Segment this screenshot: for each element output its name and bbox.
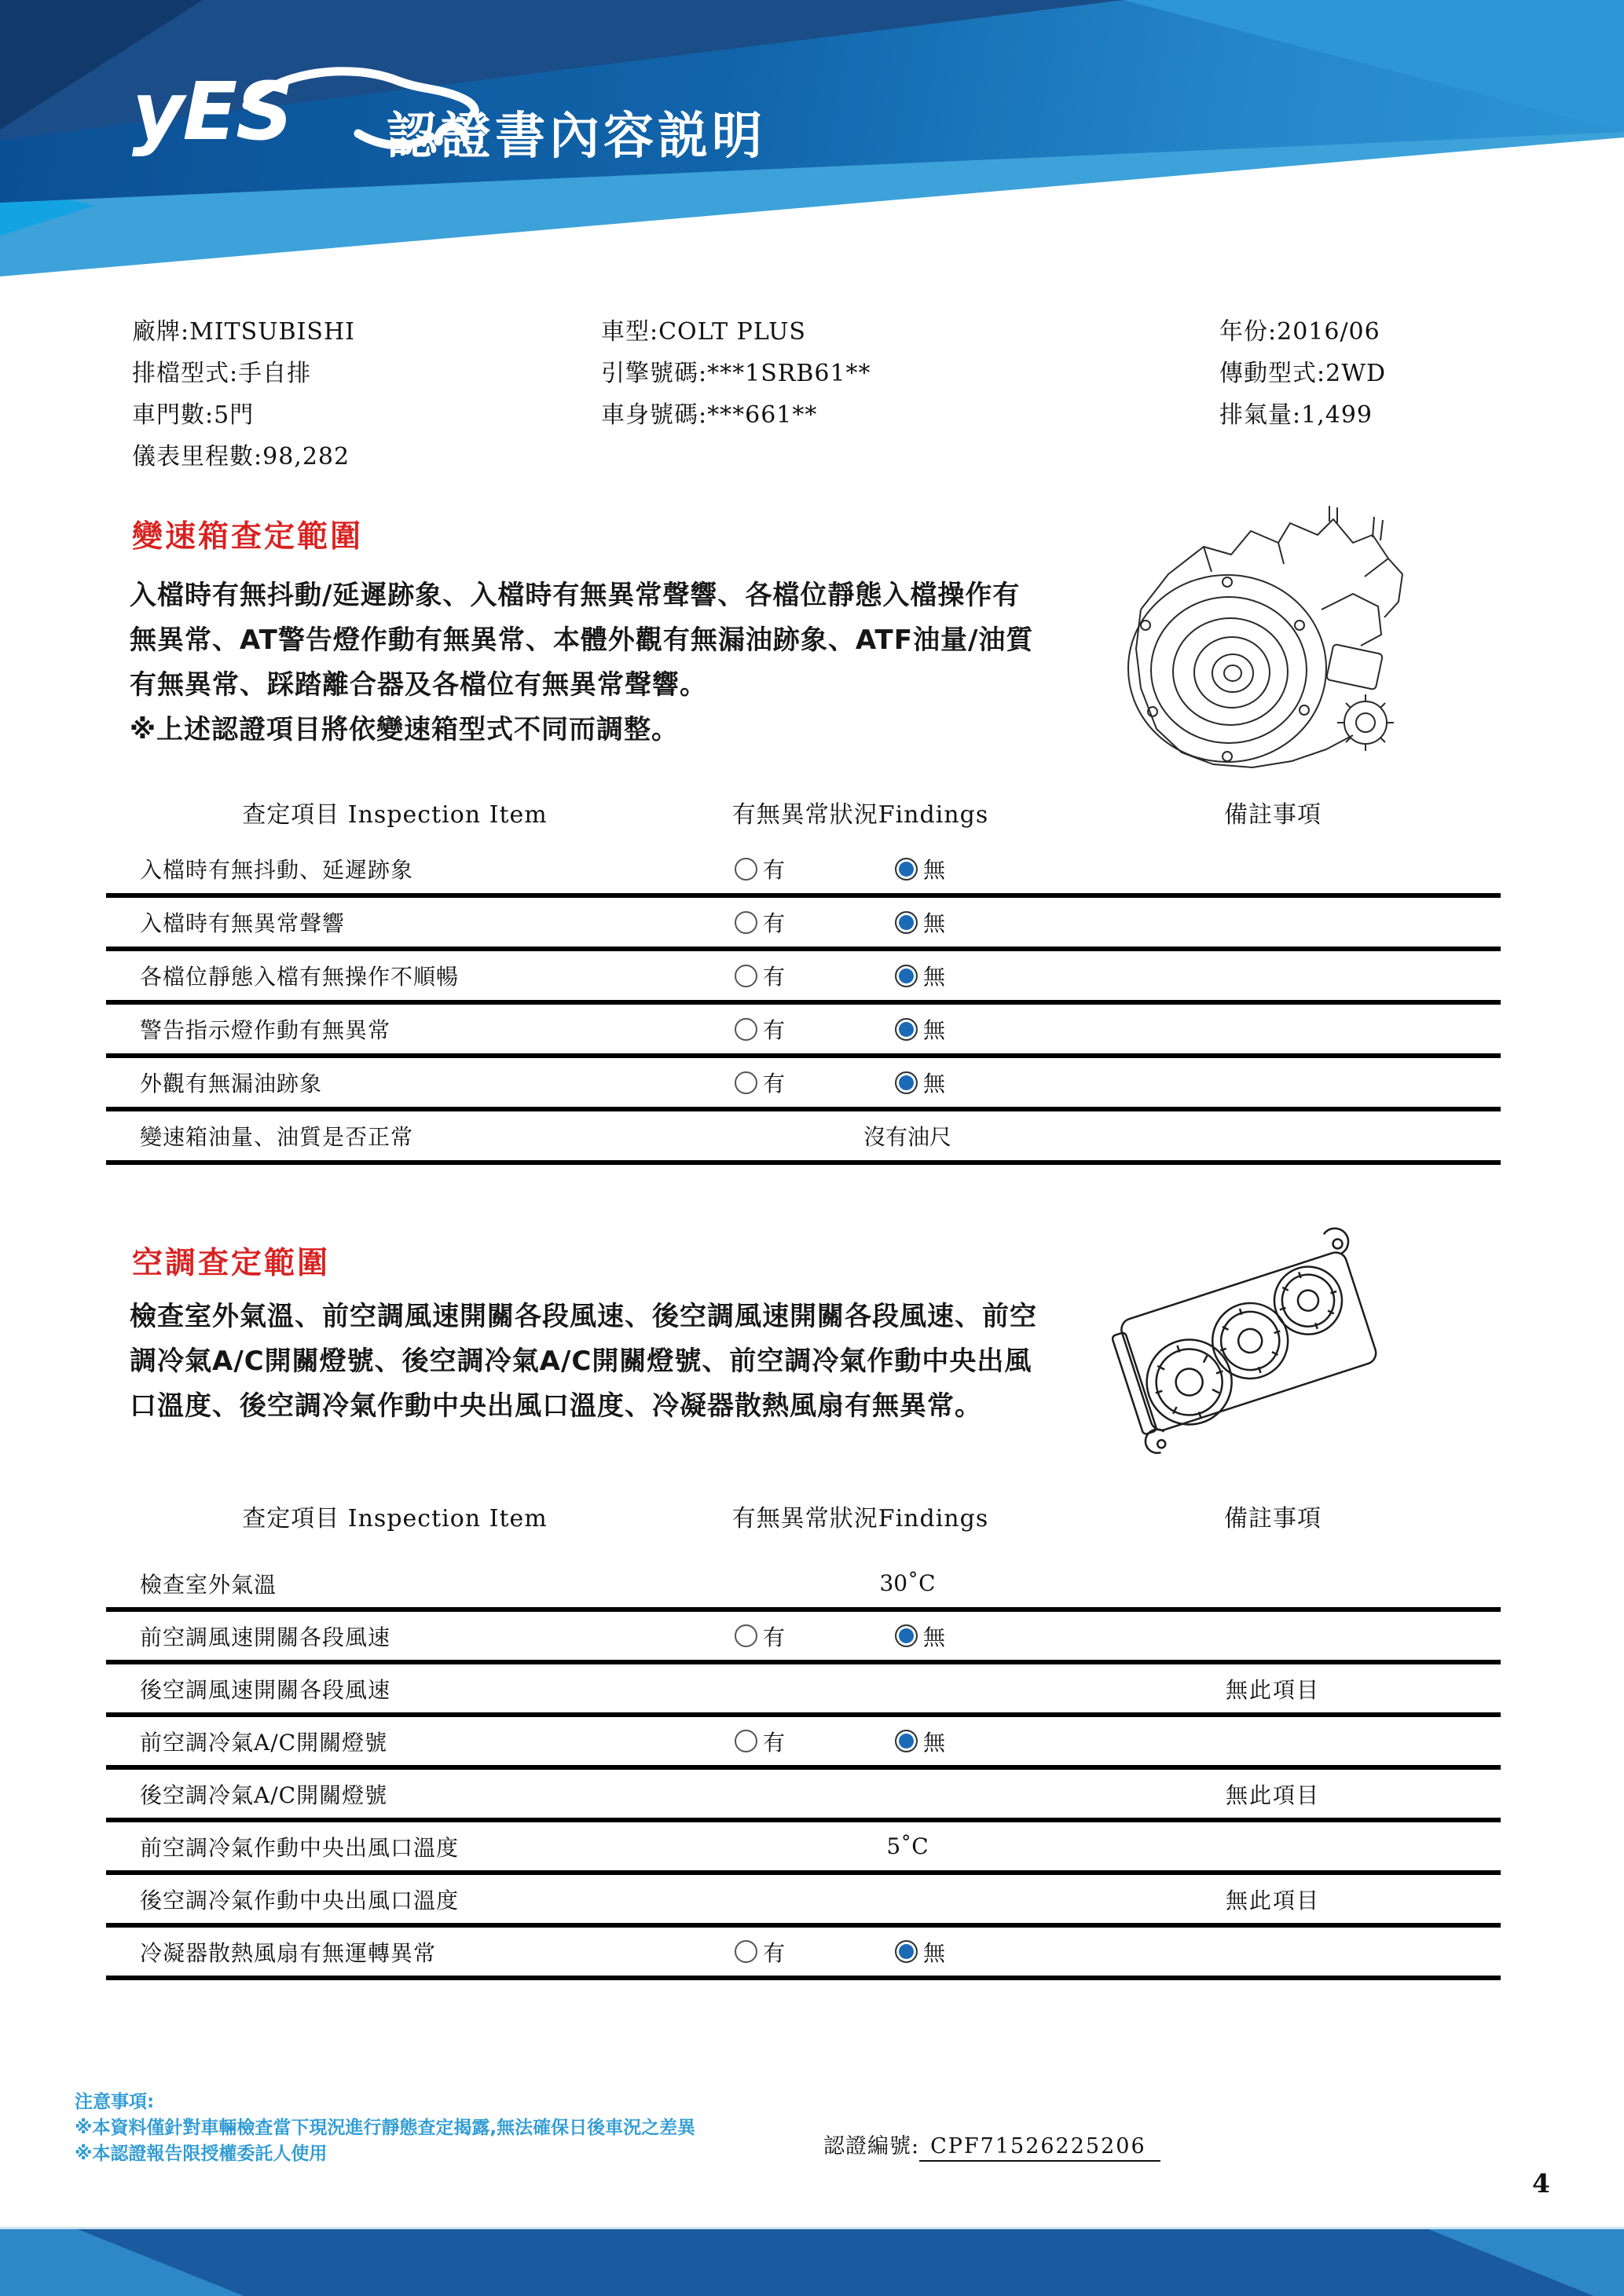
radio-label: 有 <box>763 1729 786 1756</box>
finding-radio-no[interactable] <box>895 1936 945 1968</box>
finding-radio-no[interactable] <box>895 906 945 938</box>
table-row <box>106 1770 1501 1822</box>
table-row <box>106 898 1501 951</box>
radio-checked-icon[interactable] <box>895 858 918 881</box>
radio-checked-icon[interactable] <box>895 1624 918 1647</box>
table-row <box>106 1005 1501 1058</box>
radio-unchecked-icon[interactable] <box>735 1940 757 1963</box>
aircon-table-header <box>106 1499 1501 1533</box>
radio-checked-icon[interactable] <box>895 1940 918 1963</box>
aircon-description <box>130 1294 1037 1429</box>
vehicle-info-field: 儀表里程數:98,282 <box>132 443 350 471</box>
vehicle-info-field: 年份:2016/06 <box>1219 318 1380 346</box>
radio-label: 有 <box>763 1071 786 1097</box>
inspection-item-label: 前空調冷氣作動中央出風口溫度 <box>140 1834 460 1861</box>
remark-cell: 無此項目 <box>1226 1782 1321 1808</box>
vehicle-info-field: 傳動型式:2WD <box>1219 360 1387 387</box>
findings-cell <box>684 1067 1037 1098</box>
page-number: 4 <box>1532 2168 1550 2199</box>
finding-radio-no[interactable] <box>895 1013 945 1045</box>
findings-cell <box>684 1726 1037 1757</box>
radio-unchecked-icon[interactable] <box>735 1730 757 1752</box>
inspection-item-label: 檢查室外氣溫 <box>140 1571 277 1598</box>
vehicle-info-field: 排氣量:1,499 <box>1219 401 1373 429</box>
table-row <box>106 1111 1501 1165</box>
vehicle-info-column <box>601 311 871 436</box>
transmission-description <box>130 573 1037 753</box>
finding-radio-no[interactable] <box>895 960 945 991</box>
inspection-item-label: 後空調風速開關各段風速 <box>140 1676 391 1703</box>
radio-label: 無 <box>923 1017 946 1043</box>
findings-cell <box>684 1620 1037 1652</box>
vehicle-info-field: 車身號碼:***661** <box>601 401 818 429</box>
bottom-band-navy-wedge <box>0 2229 1624 2296</box>
section-title-transmission: 變速箱查定範圍 <box>132 519 364 555</box>
inspection-item-label: 各檔位靜態入檔有無操作不順暢 <box>140 964 460 990</box>
page-title: 認證書內容説明 <box>387 108 766 166</box>
column-header-remark: 備註事項 <box>1224 801 1322 829</box>
certificate-number-value: CPF71526225206 <box>919 2134 1160 2162</box>
aircon-description-text: 檢查室外氣溫、前空調風速開關各段風速、後空調風速開關各段風速、前空調冷氣A/C開關燈號、後空調冷氣A/C開關燈號、前空調冷氣作動中央出風口溫度、後空調冷氣作動中央出風口溫度、冷凝器散熱風扇有無異常。 <box>130 1301 1037 1422</box>
finding-radio-yes[interactable] <box>735 1936 785 1968</box>
radio-checked-icon[interactable] <box>895 911 918 934</box>
radio-unchecked-icon[interactable] <box>735 1071 757 1094</box>
inspection-item-label: 前空調冷氣A/C開關燈號 <box>140 1729 388 1756</box>
table-row <box>106 1875 1501 1928</box>
ac-panel-illustration-icon <box>1112 1214 1387 1457</box>
column-header-findings: 有無異常狀況Findings <box>731 801 989 829</box>
inspection-item-label: 入檔時有無異常聲響 <box>140 910 346 936</box>
table-row <box>106 1058 1501 1111</box>
radio-label: 有 <box>763 1017 786 1043</box>
finding-radio-no[interactable] <box>895 1067 945 1098</box>
radio-label: 有 <box>763 1939 786 1966</box>
section-title-aircon: 空調查定範圍 <box>132 1246 331 1281</box>
notice-title: 注意事項: <box>75 2092 155 2112</box>
remark-cell: 無此項目 <box>1226 1676 1321 1703</box>
finding-radio-yes[interactable] <box>735 1726 785 1757</box>
radio-label: 有 <box>763 857 786 883</box>
table-row <box>106 951 1501 1005</box>
vehicle-info-field: 車型:COLT PLUS <box>601 318 806 346</box>
column-header-item: 查定項目 Inspection Item <box>242 801 548 829</box>
radio-unchecked-icon[interactable] <box>735 965 757 987</box>
notice-block <box>75 2089 695 2167</box>
notice-list <box>75 2115 695 2167</box>
table-row <box>106 1664 1501 1717</box>
column-header-remark: 備註事項 <box>1224 1505 1322 1532</box>
radio-label: 無 <box>923 1939 946 1966</box>
transmission-note: ※上述認證項目將依變速箱型式不同而調整。 <box>130 714 680 745</box>
table-row <box>106 1822 1501 1875</box>
notice-line: ※本認證報告限授權委託人使用 <box>75 2144 328 2164</box>
radio-unchecked-icon[interactable] <box>735 911 757 934</box>
findings-cell <box>684 853 1037 884</box>
vehicle-info-field: 排檔型式:手自排 <box>132 360 312 387</box>
table-row <box>106 844 1501 898</box>
finding-radio-yes[interactable] <box>735 906 785 938</box>
bottom-band <box>0 2227 1624 2296</box>
radio-checked-icon[interactable] <box>895 1071 918 1094</box>
finding-radio-no[interactable] <box>895 853 945 884</box>
inspection-item-label: 後空調冷氣作動中央出風口溫度 <box>140 1887 460 1913</box>
inspection-item-label: 後空調冷氣A/C開關燈號 <box>140 1782 388 1808</box>
radio-label: 有 <box>763 964 786 990</box>
inspection-item-label: 入檔時有無抖動、延遲跡象 <box>140 857 414 883</box>
radio-checked-icon[interactable] <box>895 965 918 987</box>
inspection-item-label: 前空調風速開關各段風速 <box>140 1624 391 1650</box>
radio-checked-icon[interactable] <box>895 1018 918 1041</box>
radio-label: 有 <box>763 910 786 936</box>
certificate-number-label: 認證編號: <box>823 2134 920 2159</box>
transmission-table-header <box>106 795 1501 829</box>
radio-label: 無 <box>923 910 946 936</box>
finding-value: 沒有油尺 <box>863 1124 951 1150</box>
radio-unchecked-icon[interactable] <box>735 1018 757 1041</box>
transmission-illustration-icon <box>1094 500 1404 771</box>
yes-logo-text: yES <box>132 65 292 159</box>
transmission-table <box>106 844 1501 1165</box>
table-row <box>106 1559 1501 1612</box>
finding-value: 5˚C <box>886 1833 929 1859</box>
radio-label: 無 <box>923 1071 946 1097</box>
radio-checked-icon[interactable] <box>895 1730 918 1752</box>
inspection-item-label: 外觀有無漏油跡象 <box>140 1071 323 1097</box>
notice-line: ※本資料僅針對車輛檢查當下現況進行靜態查定揭露,無法確保日後車況之差異 <box>75 2118 696 2138</box>
inspection-item-label: 警告指示燈作動有無異常 <box>140 1017 391 1043</box>
table-row <box>106 1612 1501 1664</box>
inspection-item-label: 變速箱油量、油質是否正常 <box>140 1124 414 1150</box>
vehicle-info-column <box>132 311 355 478</box>
table-row <box>106 1928 1501 1980</box>
findings-cell <box>684 1936 1037 1968</box>
finding-radio-yes[interactable] <box>735 1620 785 1652</box>
certificate-number-line <box>823 2129 1160 2162</box>
finding-radio-no[interactable] <box>895 1620 945 1652</box>
vehicle-info-column <box>1219 311 1386 436</box>
vehicle-info-field: 車門數:5門 <box>132 401 255 429</box>
radio-label: 有 <box>763 1624 786 1650</box>
findings-cell <box>684 960 1037 991</box>
findings-cell <box>684 1013 1037 1045</box>
table-row <box>106 1717 1501 1770</box>
remark-cell: 無此項目 <box>1226 1887 1321 1913</box>
radio-unchecked-icon[interactable] <box>735 1624 757 1647</box>
finding-value: 30˚C <box>879 1570 936 1596</box>
vehicle-info-field: 廠牌:MITSUBISHI <box>132 318 355 346</box>
radio-label: 無 <box>923 1729 946 1756</box>
inspection-item-label: 冷凝器散熱風扇有無運轉異常 <box>140 1939 437 1966</box>
finding-radio-yes[interactable] <box>735 853 785 884</box>
aircon-table <box>106 1559 1501 1980</box>
finding-radio-yes[interactable] <box>735 1067 785 1098</box>
finding-radio-yes[interactable] <box>735 1013 785 1045</box>
vehicle-info-field: 引擎號碼:***1SRB61** <box>601 360 871 387</box>
transmission-description-text: 入檔時有無抖動/延遲跡象、入檔時有無異常聲響、各檔位靜態入檔操作有無異常、AT警告燈作動有無異常、本體外觀有無漏油跡象、ATF油量/油質有無異常、踩踏離合器及各檔位有無異常聲響。 <box>130 580 1034 701</box>
findings-cell <box>684 906 1037 938</box>
radio-unchecked-icon[interactable] <box>735 858 757 881</box>
finding-radio-no[interactable] <box>895 1726 945 1757</box>
finding-radio-yes[interactable] <box>735 960 785 991</box>
radio-label: 無 <box>923 857 946 883</box>
column-header-findings: 有無異常狀況Findings <box>731 1505 989 1532</box>
radio-label: 無 <box>923 1624 946 1650</box>
column-header-item: 查定項目 Inspection Item <box>242 1505 548 1532</box>
radio-label: 無 <box>923 964 946 990</box>
